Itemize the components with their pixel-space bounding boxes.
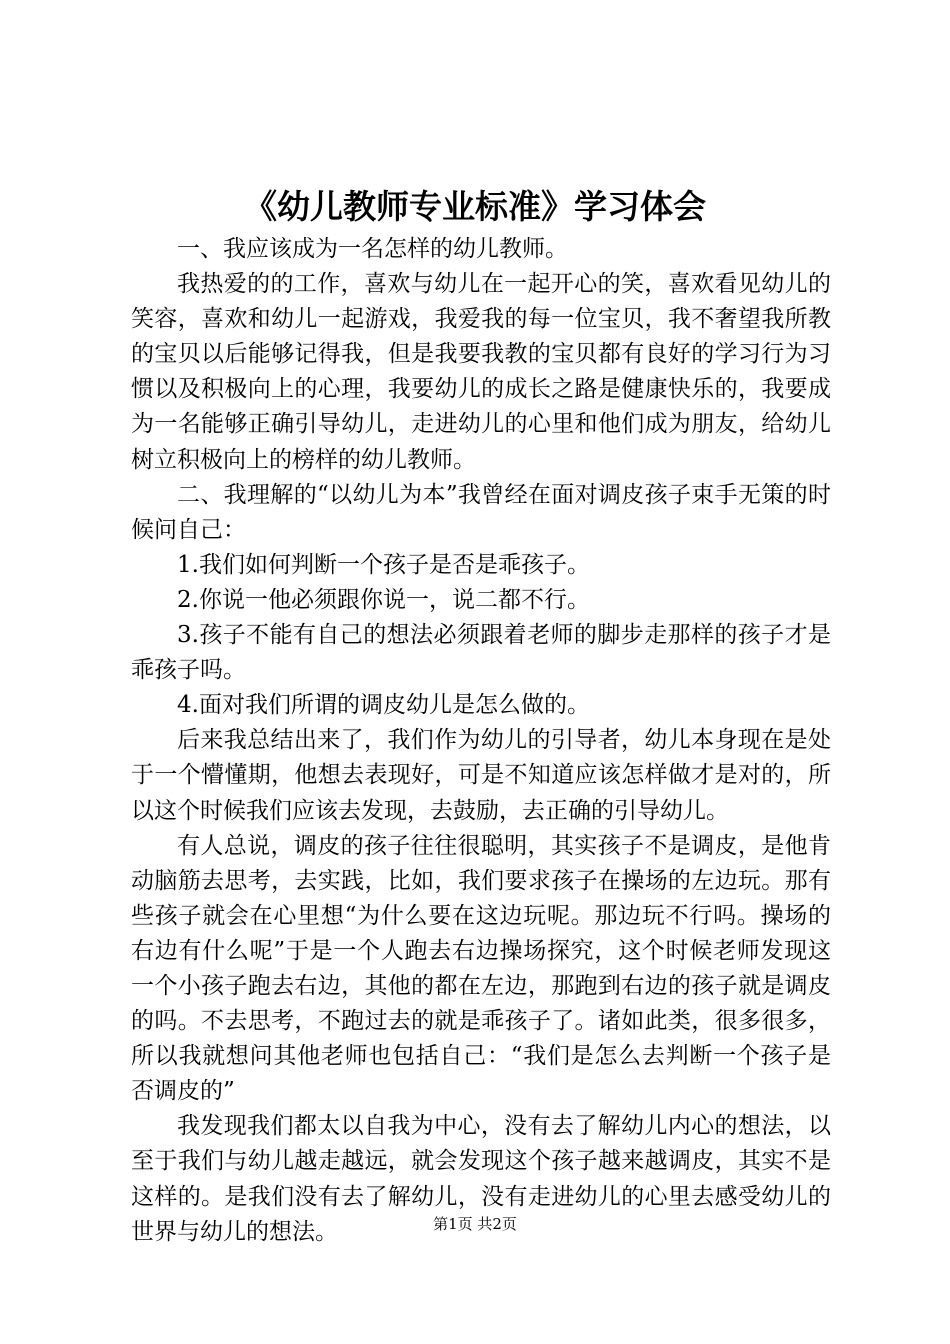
paragraph: 后来我总结出来了，我们作为幼儿的引导者，幼儿本身现在是处于一个懵懂期，他想去表现好，可是不知道应该怎样做才是对的，所以这个时候我们应该去发现，去鼓励，去正确的引导幼儿。 xyxy=(131,727,831,824)
document-title: 《幼儿教师专业标准》学习体会 xyxy=(244,187,706,226)
list-item: 4.面对我们所谓的调皮幼儿是怎么做的。 xyxy=(177,692,590,719)
list-item: 3.孩子不能有自己的想法必须跟着老师的脚步走那样的孩子才是乖孩子吗。 xyxy=(131,622,831,684)
page-footer: 第1页 共2页 xyxy=(433,1215,517,1233)
list-item: 1.我们如何判断一个孩子是否是乖孩子。 xyxy=(177,551,590,578)
paragraph: 我发现我们都太以自我为中心，没有去了解幼儿内心的想法，以至于我们与幼儿越走越远，就会发现这个孩子越来越调皮，其实不是这样的。是我们没有去了解幼儿，没有走进幼儿的心里去感受幼儿的世界与幼儿的想法。 xyxy=(131,1113,831,1245)
paragraph: 一、我应该成为一名怎样的幼儿教师。 xyxy=(177,236,568,262)
document-body xyxy=(131,232,831,1250)
paragraph: 有人总说，调皮的孩子往往很聪明，其实孩子不是调皮，是他肯动脑筋去思考，去实践，比如，我们要求孩子在操场的左边玩。那有些孩子就会在心里想“为什么要在这边玩呢。那边玩不行吗。操场的右边有什么呢”于是一个人跑去右边操场探究，这个时候老师发现这一个小孩子跑去右边，其他的都在左边，那跑到右边的孩子就是调皮的吗。不去思考，不跑过去的就是乖孩子了。诸如此类，很多很多，所以我就想问其他老师也包括自己：“我们是怎么去判断一个孩子是否调皮的” xyxy=(131,832,831,1105)
list-item: 2.你说一他必须跟你说一，说二都不行。 xyxy=(177,586,590,613)
paragraph: 我热爱的的工作，喜欢与幼儿在一起开心的笑，喜欢看见幼儿的笑容，喜欢和幼儿一起游戏，我爱我的每一位宝贝，我不奢望我所教的宝贝以后能够记得我，但是我要我教的宝贝都有良好的学习行为习惯以及积极向上的心理，我要幼儿的成长之路是健康快乐的，我要成为一名能够正确引导幼儿，走进幼儿的心里和他们成为朋友，给幼儿树立积极向上的榜样的幼儿教师。 xyxy=(131,271,831,473)
paragraph: 二、我理解的“以幼儿为本”我曾经在面对调皮孩子束手无策的时候问自己： xyxy=(131,481,831,543)
